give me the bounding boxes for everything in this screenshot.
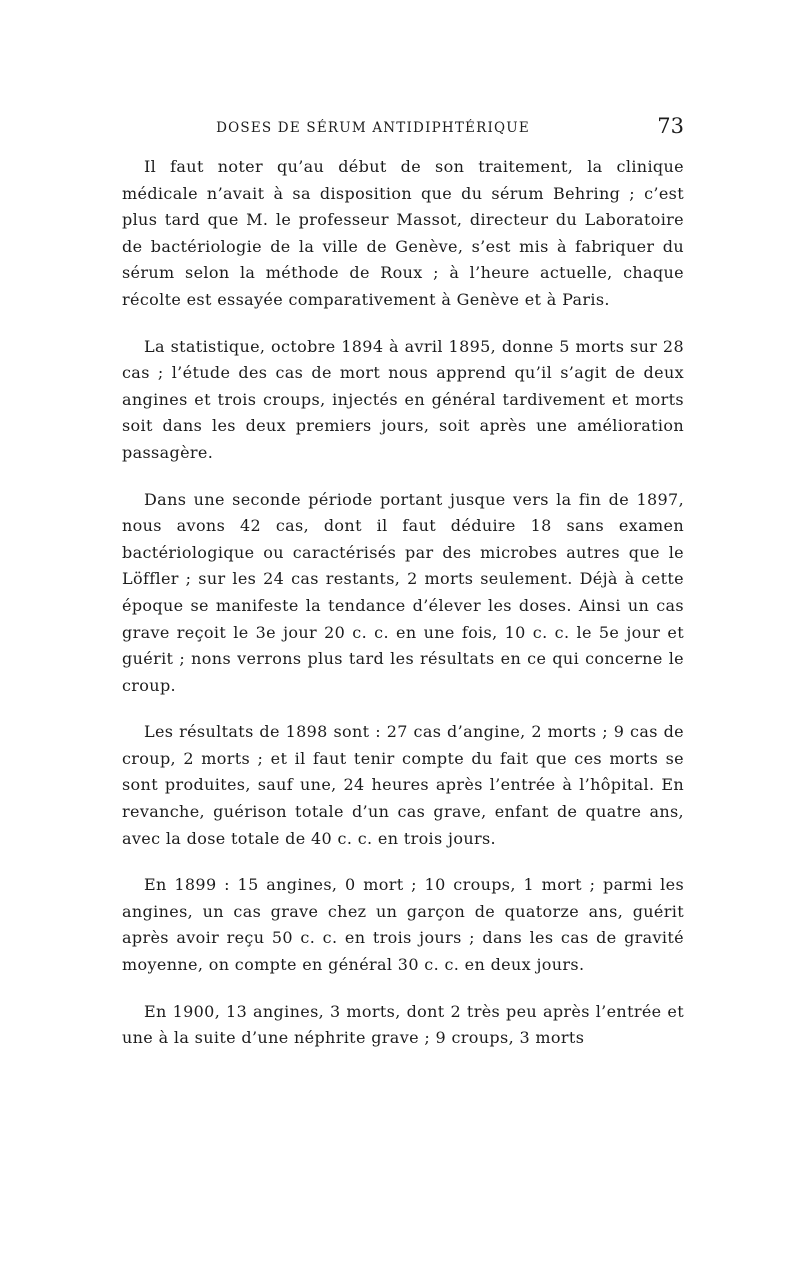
running-title: DOSES DE SÉRUM ANTIDIPHTÉRIQUE: [216, 120, 530, 136]
page-number: 73: [657, 114, 684, 138]
paragraph: La statistique, octobre 1894 à avril 1895, donne 5 morts sur 28 cas ; l’étude des cas de mort nous apprend qu’il s’agit de deux angines et trois croups, injectés en général tardivement et morts soit dans les deux premiers jours, soit après une amélioration passagère.: [122, 336, 684, 462]
paragraph: En 1900, 13 angines, 3 morts, dont 2 très peu après l’entrée et une à la suite d’une néphrite grave ; 9 croups, 3 morts: [122, 1001, 684, 1048]
page-header: [122, 114, 684, 144]
paragraph: Les résultats de 1898 sont : 27 cas d’angine, 2 morts ; 9 cas de croup, 2 morts ; et il faut tenir compte du fait que ces morts se sont produites, sauf une, 24 heures après l’entrée à l’hôpital. En revanche, guérison totale d’un cas grave, enfant de quatre ans, avec la dose totale de 40 c. c. en trois jours.: [122, 722, 684, 848]
paragraph: En 1899 : 15 angines, 0 mort ; 10 croups, 1 mort ; parmi les angines, un cas grave chez un garçon de quatorze ans, guérit après avoir reçu 50 c. c. en trois jours ; dans les cas de gravité moyenne, on compte en général 30 c. c. en deux jours.: [122, 875, 684, 975]
paragraph: Il faut noter qu’au début de son traitement, la clinique médicale n’avait à sa disposition que du sérum Behring ; c’est plus tard que M. le professeur Massot, directeur du Laboratoire de bactériologie de la ville de Genève, s’est mis à fabriquer du sérum selon la méthode de Roux ; à l’heure actuelle, chaque récolte est essayée comparativement à Genève et à Paris.: [122, 157, 684, 309]
body-text: [122, 154, 684, 1072]
paragraph: Dans une seconde période portant jusque vers la fin de 1897, nous avons 42 cas, dont il faut déduire 18 sans examen bactériologique ou caractérisés par des microbes autres que le Löffler ; sur les 24 cas restants, 2 morts seulement. Déjà à cette époque se manifeste la tendance d’élever les doses. Ainsi un cas grave reçoit le 3e jour 20 c. c. en une fois, 10 c. c. le 5e jour et guérit ; nons verrons plus tard les résultats en ce qui concerne le croup.: [122, 489, 684, 695]
